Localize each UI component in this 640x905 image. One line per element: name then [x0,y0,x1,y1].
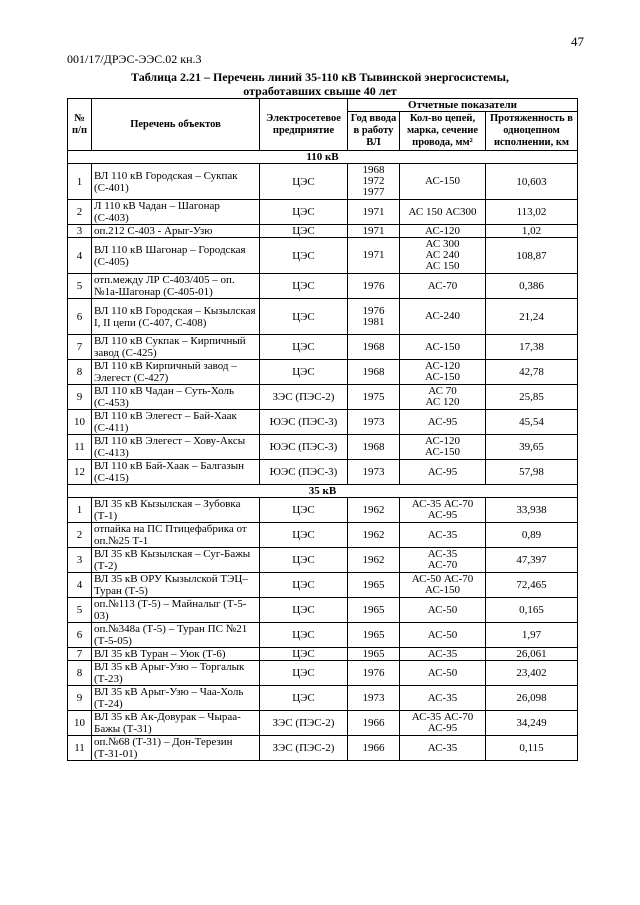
table-row [68,299,578,335]
cell-enterprise: ЮЭС (ПЭС-3) [260,435,348,460]
table-row [68,623,578,648]
lines-table [67,98,578,761]
wire-value: АС-35 [427,548,458,560]
cell-num: 9 [68,686,92,711]
wire-value: АС-35 АС-70 [411,711,474,723]
year-value: 1973 [362,415,385,428]
wire-value: АС-120 [425,360,460,372]
cell-object-name: ВЛ 110 кВ Городская – Сукпак (С-401) [92,164,260,200]
cell-enterprise: ЦЭС [260,523,348,548]
cell-enterprise: ЦЭС [260,598,348,623]
table-row [68,410,578,435]
cell-wires [400,200,486,225]
cell-object-name: ВЛ 110 кВ Элегест – Хову-Аксы (С-413) [92,435,260,460]
cell-object-name: ВЛ 35 кВ Кызылская – Суг-Бажы (Т-2) [92,548,260,573]
cell-year [348,164,400,200]
wire-value: АС 240 [425,249,460,261]
year-value: 1966 [362,716,385,729]
cell-year [348,238,400,274]
cell-num: 6 [68,623,92,648]
wire-value: АС-95 [427,465,458,478]
cell-enterprise: ЦЭС [260,200,348,225]
cell-enterprise: ЦЭС [260,623,348,648]
cell-enterprise: ЦЭС [260,225,348,238]
cell-length: 108,87 [486,238,578,274]
year-value: 1968 [362,365,385,378]
year-value: 1973 [362,691,385,704]
cell-num: 5 [68,598,92,623]
cell-wires [400,299,486,335]
cell-num: 1 [68,498,92,523]
cell-length: 42,78 [486,360,578,385]
table-row [68,661,578,686]
section-row [68,485,578,498]
wire-value: АС 150 [425,260,460,272]
cell-object-name: ВЛ 35 кВ Арыг-Узю – Торгалык (Т-23) [92,661,260,686]
wire-value: АС-50 АС-70 [411,573,474,585]
table-row [68,460,578,485]
table-row [68,686,578,711]
cell-enterprise: ЦЭС [260,164,348,200]
cell-year [348,736,400,761]
year-value: 1962 [362,503,385,516]
cell-wires [400,360,486,385]
table-row [68,598,578,623]
cell-year [348,385,400,410]
year-value: 1962 [362,553,385,566]
wire-value: АС-50 [427,666,458,679]
cell-length: 57,98 [486,460,578,485]
table-row [68,164,578,200]
cell-wires [400,648,486,661]
table-row [68,385,578,410]
cell-year [348,225,400,238]
wire-value: АС-150 [425,584,460,596]
header-num: № п/п [68,99,92,151]
cell-wires [400,435,486,460]
cell-object-name: отп.между ЛР С-403/405 – оп.№1а-Шагонар (С-405-01) [92,274,260,299]
cell-year [348,523,400,548]
cell-wires [400,238,486,274]
cell-num: 5 [68,274,92,299]
table-row [68,225,578,238]
cell-enterprise: ЮЭС (ПЭС-3) [260,460,348,485]
wire-value: АС-95 [427,415,458,428]
cell-num: 6 [68,299,92,335]
table-row [68,573,578,598]
table-row [68,548,578,573]
cell-wires [400,460,486,485]
cell-year [348,435,400,460]
cell-num: 3 [68,548,92,573]
year-value: 1977 [362,186,385,198]
cell-length: 26,098 [486,686,578,711]
cell-year [348,360,400,385]
cell-length: 0,165 [486,598,578,623]
cell-length: 34,249 [486,711,578,736]
cell-year [348,299,400,335]
cell-enterprise: ЦЭС [260,360,348,385]
cell-enterprise: ЗЭС (ПЭС-2) [260,711,348,736]
table-row [68,435,578,460]
wire-value: АС-35 АС-70 [411,498,474,510]
year-value: 1965 [362,647,385,660]
year-value: 1968 [362,440,385,453]
cell-num: 12 [68,460,92,485]
cell-enterprise: ЗЭС (ПЭС-2) [260,736,348,761]
year-value: 1976 [362,304,385,317]
cell-enterprise: ЗЭС (ПЭС-2) [260,385,348,410]
cell-length: 0,89 [486,523,578,548]
cell-object-name: отпайка на ПС Птицефабрика от оп.№25 Т-1 [92,523,260,548]
page-number: 47 [571,34,584,49]
cell-wires [400,164,486,200]
cell-object-name: ВЛ 110 кВ Элегест – Бай-Хаак (С-411) [92,410,260,435]
cell-object-name: ВЛ 35 кВ Арыг-Узю – Чаа-Холь (Т-24) [92,686,260,711]
cell-wires [400,225,486,238]
cell-num: 9 [68,385,92,410]
cell-object-name: ВЛ 110 кВ Шагонар – Городская (С-405) [92,238,260,274]
cell-length: 33,938 [486,498,578,523]
table-row [68,711,578,736]
year-value: 1965 [362,603,385,616]
table-row [68,274,578,299]
year-value: 1971 [362,205,385,218]
cell-year [348,460,400,485]
cell-length: 45,54 [486,410,578,435]
cell-object-name: Л 110 кВ Чадан – Шагонар (С-403) [92,200,260,225]
table-row [68,360,578,385]
cell-length: 47,397 [486,548,578,573]
year-value: 1965 [362,578,385,591]
wire-value: АС-120 [425,435,460,447]
wire-value: АС-150 [425,371,460,383]
cell-length: 0,115 [486,736,578,761]
section-row [68,151,578,164]
wire-value: АС-35 [427,647,458,660]
cell-wires [400,410,486,435]
cell-object-name: ВЛ 110 кВ Кирпичный завод – Элегест (С-427) [92,360,260,385]
cell-num: 8 [68,360,92,385]
table-body [68,151,578,761]
cell-wires [400,274,486,299]
header-wires: Кол-во цепей, марка, сечение провода, мм² [400,112,486,151]
year-value: 1966 [362,741,385,754]
cell-length: 72,465 [486,573,578,598]
cell-year [348,200,400,225]
year-value: 1971 [362,249,385,261]
table-title [0,70,640,98]
table-row [68,523,578,548]
cell-length: 10,603 [486,164,578,200]
cell-length: 113,02 [486,200,578,225]
cell-wires [400,573,486,598]
table-title-line-2: отработавших свыше 40 лет [243,84,397,98]
cell-length: 0,386 [486,274,578,299]
cell-object-name: ВЛ 110 кВ Чадан – Суть-Холь (С-453) [92,385,260,410]
cell-wires [400,523,486,548]
header-length: Протяженность в одноцепном исполнении, км [486,112,578,151]
cell-year [348,598,400,623]
wire-value: АС-150 [425,340,460,353]
cell-object-name: оп.№68 (Т-31) – Дон-Терезин (Т-31-01) [92,736,260,761]
cell-year [348,335,400,360]
cell-length: 1,02 [486,225,578,238]
cell-year [348,573,400,598]
wire-value: АС-50 [427,628,458,641]
cell-wires [400,736,486,761]
wire-value: АС-70 [427,559,458,571]
cell-num: 2 [68,523,92,548]
year-value: 1975 [362,390,385,403]
cell-enterprise: ЦЭС [260,686,348,711]
cell-object-name: ВЛ 35 кВ Ак-Довурак – Чыраа-Бажы (Т-31) [92,711,260,736]
cell-num: 8 [68,661,92,686]
section-label: 35 кВ [68,485,578,498]
wire-value: АС-35 [427,528,458,541]
wire-value: АС-95 [427,722,458,734]
cell-object-name: ВЛ 35 кВ Туран – Уюк (Т-6) [92,648,260,661]
year-value: 1976 [362,666,385,679]
cell-length: 26,061 [486,648,578,661]
cell-object-name: ВЛ 110 кВ Сукпак – Кирпичный завод (С-425) [92,335,260,360]
header-reporting: Отчетные показатели [348,99,578,112]
cell-enterprise: ЦЭС [260,274,348,299]
cell-enterprise: ЦЭС [260,335,348,360]
wire-value: АС 300 [425,238,460,250]
cell-num: 10 [68,410,92,435]
wire-value: АС-70 [427,279,458,292]
table-title-line-1: Таблица 2.21 – Перечень линий 35-110 кВ Тывинской энергосистемы, [131,70,509,84]
cell-num: 11 [68,435,92,460]
table-row [68,238,578,274]
wire-value: АС-95 [427,509,458,521]
cell-object-name: ВЛ 35 кВ Кызылская – Зубовка (Т-1) [92,498,260,523]
wire-value: АС 70 [428,385,457,397]
cell-num: 4 [68,238,92,274]
table-row [68,736,578,761]
cell-num: 2 [68,200,92,225]
cell-enterprise: ЦЭС [260,238,348,274]
cell-wires [400,661,486,686]
header-enterprise: Электросетевое предприятие [260,99,348,151]
cell-object-name: ВЛ 110 кВ Городская – Кызылская I, II цепи (С-407, С-408) [92,299,260,335]
cell-num: 7 [68,648,92,661]
cell-length: 17,38 [486,335,578,360]
cell-enterprise: ЦЭС [260,573,348,598]
cell-object-name: ВЛ 110 кВ Бай-Хаак – Балгазын (С-415) [92,460,260,485]
cell-enterprise: ЦЭС [260,299,348,335]
cell-length: 39,65 [486,435,578,460]
cell-wires [400,686,486,711]
document-code: 001/17/ДРЭС-ЭЭС.02 кн.3 [67,52,202,66]
cell-year [348,274,400,299]
header-name: Перечень объектов [92,99,260,151]
cell-year [348,548,400,573]
header-year: Год ввода в работу ВЛ [348,112,400,151]
table-row [68,200,578,225]
cell-object-name: оп.№113 (Т-5) – Майналыг (Т-5-03) [92,598,260,623]
cell-year [348,648,400,661]
cell-year [348,686,400,711]
cell-num: 1 [68,164,92,200]
year-value: 1971 [362,224,385,237]
wire-value: АС 120 [425,396,460,408]
cell-object-name: оп.№348а (Т-5) – Туран ПС №21 (Т-5-05) [92,623,260,648]
year-value: 1972 [362,175,385,187]
table-row [68,498,578,523]
wire-value: АС-240 [425,310,460,322]
cell-year [348,711,400,736]
cell-year [348,623,400,648]
year-value: 1962 [362,528,385,541]
cell-length: 21,24 [486,299,578,335]
wire-value: АС-35 [427,691,458,704]
cell-enterprise: ЦЭС [260,648,348,661]
cell-length: 25,85 [486,385,578,410]
section-label: 110 кВ [68,151,578,164]
cell-enterprise: ЦЭС [260,498,348,523]
table-row [68,335,578,360]
cell-num: 3 [68,225,92,238]
cell-object-name: ВЛ 35 кВ ОРУ Кызылской ТЭЦ– Туран (Т-5) [92,573,260,598]
cell-enterprise: ЮЭС (ПЭС-3) [260,410,348,435]
wire-value: АС-150 [425,175,460,187]
cell-length: 1,97 [486,623,578,648]
cell-year [348,661,400,686]
wire-value: АС-50 [427,603,458,616]
cell-wires [400,623,486,648]
cell-wires [400,598,486,623]
wire-value: АС 150 АС300 [408,205,477,218]
cell-wires [400,335,486,360]
year-value: 1965 [362,628,385,641]
cell-wires [400,548,486,573]
wire-value: АС-35 [427,741,458,754]
wire-value: АС-120 [425,224,460,237]
year-value: 1973 [362,465,385,478]
year-value: 1976 [362,279,385,292]
cell-num: 10 [68,711,92,736]
cell-num: 4 [68,573,92,598]
cell-object-name: оп.212 С-403 - Арыг-Узю [92,225,260,238]
cell-enterprise: ЦЭС [260,548,348,573]
year-value: 1968 [362,340,385,353]
cell-enterprise: ЦЭС [260,661,348,686]
cell-num: 7 [68,335,92,360]
cell-year [348,410,400,435]
wire-value: АС-150 [425,446,460,458]
cell-year [348,498,400,523]
year-value: 1968 [362,164,385,176]
cell-wires [400,385,486,410]
table-row [68,648,578,661]
cell-wires [400,498,486,523]
cell-wires [400,711,486,736]
year-value: 1981 [362,315,385,328]
cell-num: 11 [68,736,92,761]
cell-length: 23,402 [486,661,578,686]
